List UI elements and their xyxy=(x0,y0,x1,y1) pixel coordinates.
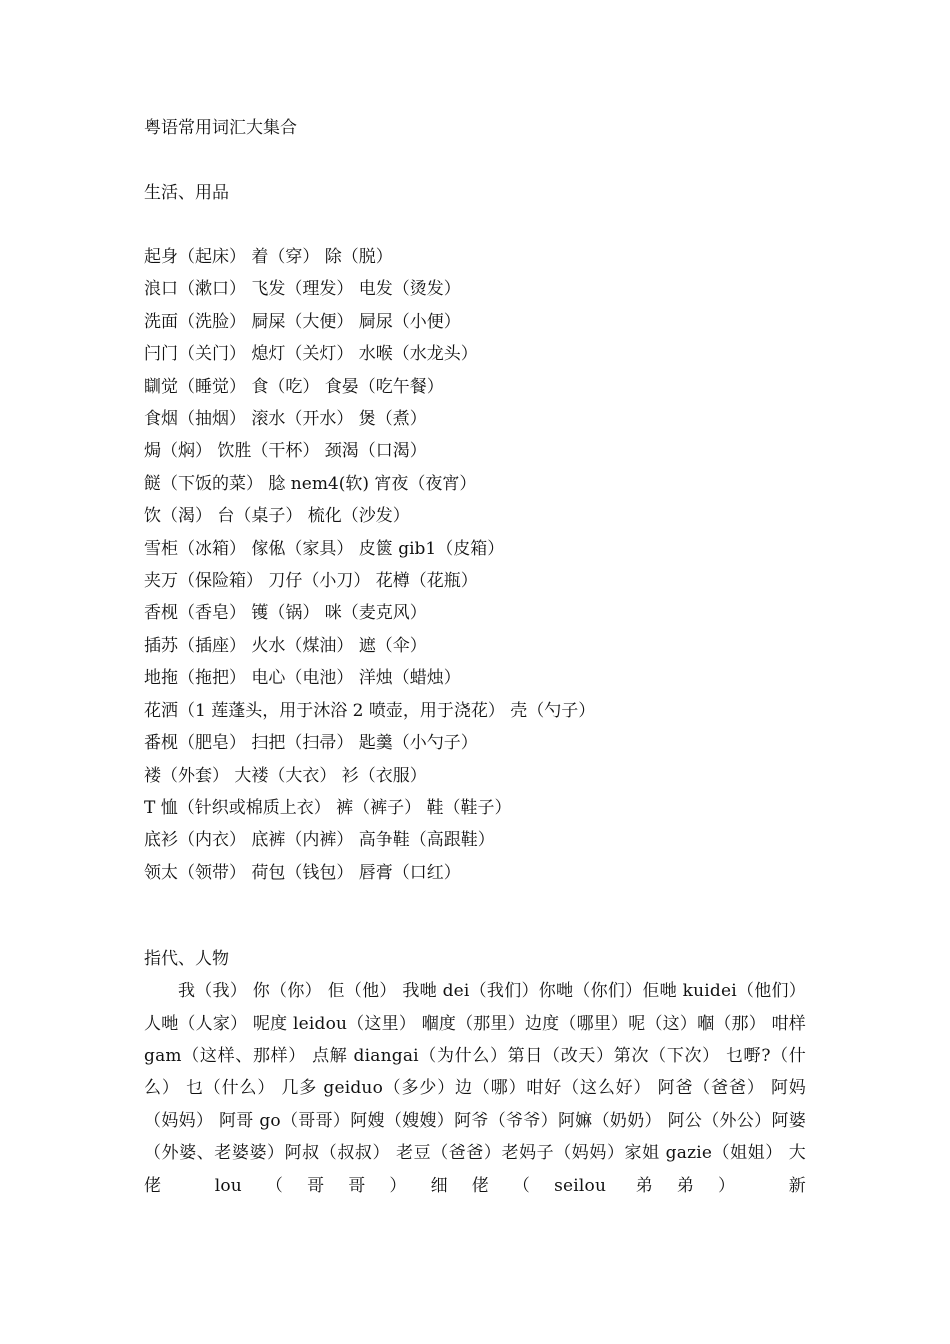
vocab-line: T 恤（针织或棉质上衣） 裤（裤子） 鞋（鞋子） xyxy=(144,797,512,818)
spacer xyxy=(144,144,806,177)
vocab-line: 餸（下饭的菜） 腍 nem4(软) 宵夜（夜宵） xyxy=(144,473,477,494)
vocab-line: 食烟（抽烟） 滚水（开水） 煲（煮） xyxy=(144,409,427,430)
spacer xyxy=(144,889,806,943)
vocab-line: 夹万（保险箱） 刀仔（小刀） 花樽（花瓶） xyxy=(144,571,478,592)
section-heading-pronouns-people: 指代、人物 xyxy=(144,949,229,970)
vocab-line: 起身（起床） 着（穿） 除（脱） xyxy=(144,247,393,267)
vocab-line: 浪口（漱口） 飞发（理发） 电发（烫发） xyxy=(144,279,461,300)
vocab-line: 领太（领带） 荷包（钱包） 唇膏（口红） xyxy=(144,862,461,883)
vocab-line: 番枧（肥皂） 扫把（扫帚） 匙羹（小勺子） xyxy=(144,733,478,754)
vocab-line: 插苏（插座） 火水（煤油） 遮（伞） xyxy=(144,635,427,656)
vocab-line: 香枧（香皂） 镬（锅） 咪（麦克风） xyxy=(144,603,427,624)
vocab-line: 饮（渴） 台（桌子） 梳化（沙发） xyxy=(144,506,410,527)
vocab-line: 闩门（关门） 熄灯（关灯） 水喉（水龙头） xyxy=(144,344,478,365)
vocab-line: 花洒（1 莲蓬头，用于沐浴 2 喷壶，用于浇花） 壳（勺子） xyxy=(144,700,596,721)
vocab-line: 地拖（拖把） 电心（电池） 洋烛（蜡烛） xyxy=(144,668,461,689)
vocab-line: 雪柜（冰箱） 傢俬（家具） 皮篋 gib1（皮箱） xyxy=(144,538,505,559)
section-heading-daily-life: 生活、用品 xyxy=(144,183,229,203)
vocab-line: 底衫（内衣） 底裤（内裤） 高争鞋（高跟鞋） xyxy=(144,830,495,851)
document-title: 粤语常用词汇大集合 xyxy=(144,118,297,138)
spacer xyxy=(144,209,806,241)
vocab-paragraph-pronouns-people: 我（我） 你（你） 佢（他） 我哋 dei（我们）你哋（你们）佢哋 kuidei（他们） 人哋（人家） 呢度 leidou（这里） 嗰度（那里）边度（哪里）呢（这）嗰（那） 咁样 gam（这样、那样） 点解 diangai（为什么）第日（改天）第次（下次） 乜嘢?（什么） 乜（什么） 几多 geiduo（多少）边（哪）咁好（这么好） 阿爸（爸爸） 阿妈（妈妈） 阿哥 go（哥哥）阿嫂（嫂嫂）阿爷（爷爷）阿嫲（奶奶） 阿公（外公）阿婆（外婆、老婆婆）阿叔（叔叔） 老豆（爸爸）老妈子（妈妈）家姐 gazie（姐姐） 大佬 lou（哥哥）细佬（seilou 弟弟） 新 xyxy=(144,981,806,1196)
vocab-line: 瞓觉（睡觉） 食（吃） 食晏（吃午餐） xyxy=(144,376,444,397)
vocab-line: 焗（焖） 饮胜（干杯） 颈渴（口渴） xyxy=(144,441,427,462)
vocab-line: 洗面（洗脸） 屙屎（大便） 屙尿（小便） xyxy=(144,311,461,332)
document-page xyxy=(144,112,806,1202)
vocab-line: 褛（外套） 大褛（大衣） 衫（衣服） xyxy=(144,765,427,786)
vocab-list-daily-life xyxy=(144,241,806,889)
